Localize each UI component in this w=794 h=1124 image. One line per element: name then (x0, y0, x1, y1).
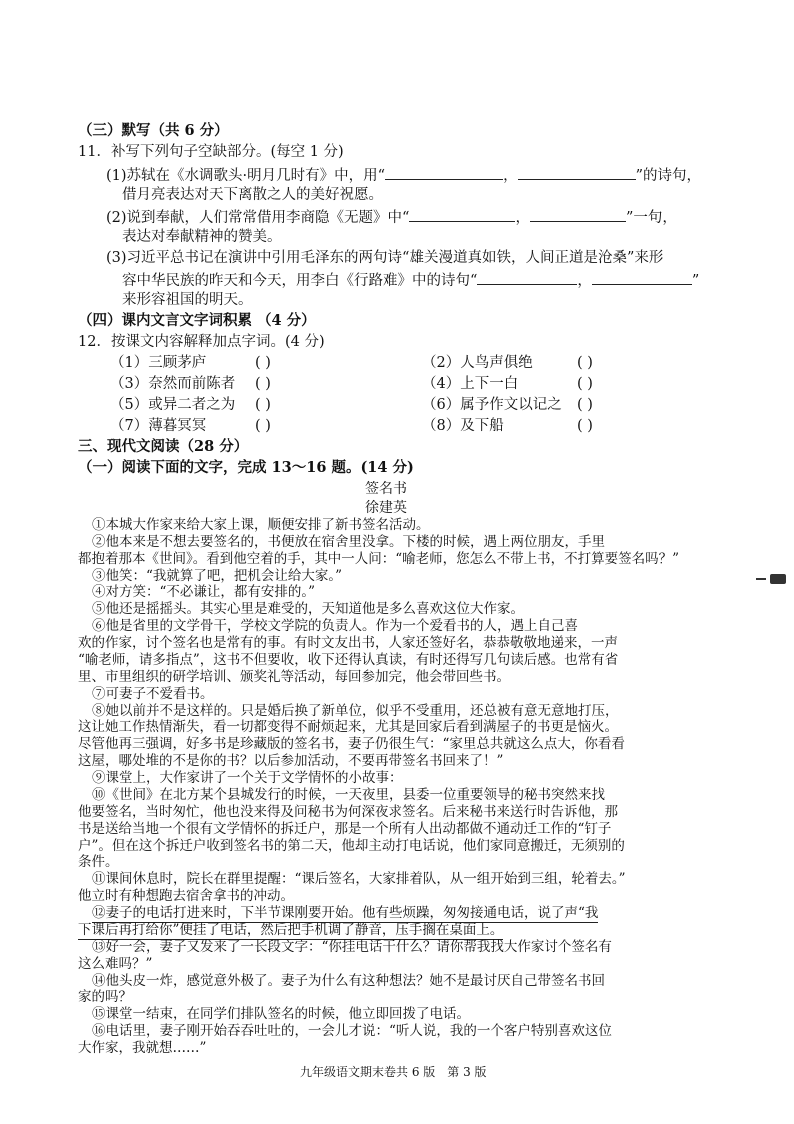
passage-line: ⑤他还是摇摇头。其实心里是难受的，天知道他是多么喜欢这位大作家。 (92, 601, 524, 618)
answer-blank[interactable] (530, 206, 626, 222)
passage-author: 徐建英 (365, 500, 407, 516)
passage-line: 他要签名，当时匆忙，他也没来得及问秘书为何深夜求签名。后来秘书来送行时告诉他，那 (78, 803, 618, 820)
passage-line: 他立时有种想跑去宿舍拿书的冲动。 (78, 888, 294, 905)
passage-line: ⑥他是省里的文学骨干，学校文学院的负责人。作为一个爱看书的人，遇上自己喜 (92, 618, 578, 635)
passage-line: 欢的作家，讨个签名也是常有的事。有时文友出书，人家还签好名，恭恭敬敬地递来，一声 (78, 635, 618, 652)
passage-line: ⑩《世间》在北方某个县城发行的时候，一天夜里，县委一位重要领导的秘书突然来找 (92, 786, 605, 803)
passage-line: 条件。 (78, 854, 119, 871)
q12-answer-2[interactable]: ( ) (577, 355, 593, 371)
passage-line: ⑬好一会，妻子又发来了一长段文字：“你挂电话干什么？请你帮我找大作家讨个签名有 (92, 938, 612, 955)
q11-item-1-text: (1)苏轼在《水调歌头·明月几时有》中，用“ (106, 168, 386, 184)
q11-item-3-line-3: 来形容祖国的明天。 (122, 292, 253, 308)
passage-line: 户”。但在这个拆迁户收到签名书的第二天，他却主动打电话说，他们家同意搬迁，无须别的 (78, 837, 625, 854)
passage-line: ⑮课堂一结束，在同学们排队签名的时候，他立即回拨了电话。 (92, 1006, 470, 1023)
answer-blank[interactable] (409, 206, 515, 222)
q12-item-2: （2）人鸟声俱绝 (422, 355, 533, 371)
passage-line: ⑭他头皮一炸，感觉意外极了。妻子为什么有这种想法？她不是最讨厌自己带签名书回 (92, 972, 605, 989)
q12-item-7: （7）薄暮冥冥 (110, 418, 207, 434)
passage-line: 这让她工作热情渐失，看一切都变得不耐烦起来，尤其是回家后看到满屋子的书更是恼火。 (78, 719, 618, 736)
q12-item-3: （3）奈然而前陈者 (110, 376, 236, 392)
answer-blank[interactable] (592, 269, 692, 285)
q12-answer-7[interactable]: ( ) (255, 418, 271, 434)
question-11: 11．补写下列句子空缺部分。(每空 1 分) (78, 144, 344, 160)
passage-line: 这屋，哪处堆的不是你的书？以后参加活动，不要再带签名书回来了！” (78, 753, 504, 770)
passage-line: 这么难吗？” (78, 955, 153, 972)
answer-blank[interactable] (385, 164, 503, 180)
passage-line: ②他本来是不想去要签名的，书便放在宿舍里没拿。下楼的时候，遇上两位朋友，手里 (92, 533, 605, 550)
section-heading-dictation: （三）默写（共 6 分） (78, 122, 229, 139)
q12-answer-6[interactable]: ( ) (577, 397, 593, 413)
passage-line: ⑪课间休息时，院长在群里提醒：“课后签名，大家排着队，从一组开始到三组，轮着去。” (92, 871, 626, 888)
passage-line: ④对方笑：“不必谦让，都有安排的。” (92, 584, 316, 601)
passage-line-underlined: ⑫妻子的电话打进来时，下半节课刚要开始。他有些烦躁，匆匆接通电话，说了声“我 (92, 905, 599, 922)
q12-item-8: （8）及下船 (422, 418, 504, 434)
q12-item-5: （5）或异二者之为 (110, 397, 236, 413)
passage-line: ⑨课堂上，大作家讲了一个关于文学情怀的小故事： (92, 770, 403, 787)
q12-answer-8[interactable]: ( ) (577, 418, 593, 434)
passage-line: 都抱着那本《世间》。看到他空着的手，其中一人问：“喻老师，您怎么不带上书，不打算要签名吗？” (78, 550, 680, 567)
q12-answer-1[interactable]: ( ) (255, 355, 271, 371)
answer-blank[interactable] (477, 269, 577, 285)
q11-item-1-line-1: (1)苏轼在《水调歌头·明月几时有》中，用“ ， ”的诗句， (106, 164, 701, 186)
passage-line: ⑧她以前并不是这样的。只是婚后换了新单位，似乎不受重用，还总被有意无意地打压， (92, 702, 619, 719)
passage-line-underlined: 下课后再打给你”便挂了电话，然后把手机调了静音，压手搁在桌面上。 (78, 921, 504, 938)
passage-line: 里、市里组织的研学培训、颁奖礼等活动，每回参加完，他会带回些书。 (78, 668, 510, 685)
answer-blank[interactable] (518, 164, 636, 180)
margin-mark (770, 574, 786, 584)
passage-line: 家的吗？ (78, 989, 132, 1006)
part-heading-modern-reading: 三、现代文阅读（28 分） (78, 438, 249, 455)
q11-item-2-text: (2)说到奉献，人们常常借用李商隐《无题》中“ (106, 210, 410, 226)
q11-item-3-line-1: (3)习近平总书记在演讲中引用毛泽东的两句诗“雄关漫道真如铁，人间正道是沧桑”来形 (106, 250, 664, 266)
q12-answer-4[interactable]: ( ) (577, 376, 593, 392)
q12-answer-3[interactable]: ( ) (255, 376, 271, 392)
margin-mark (756, 578, 766, 580)
q11-item-3-line-2: 容中华民族的昨天和今天，用李白《行路难》中的诗句“ ， ” (122, 269, 699, 291)
passage-line: ⑦可妻子不爱看书。 (92, 685, 214, 702)
q11-item-2-line-1: (2)说到奉献，人们常常借用李商隐《无题》中“ ， ”一句， (106, 206, 677, 228)
section-heading-classical-words: （四）课内文言文字词积累 （4 分） (78, 312, 316, 329)
passage-line: 大作家，我就想……” (78, 1040, 207, 1056)
page-footer: 九年级语文期末卷共 6 版 第 3 版 (300, 1065, 487, 1079)
passage-title: 签名书 (365, 481, 407, 497)
passage-line: ③他笑：“我就算了吧，把机会让给大家。” (92, 567, 343, 584)
q11-item-2-line-2: 表达对奉献精神的赞美。 (122, 229, 282, 245)
q12-item-6: （6）属予作文以记之 (422, 397, 562, 413)
passage-line: 书是送给当地一个很有文学情怀的拆迁户，那是一个所有人出动都做不通动迁工作的“钉子 (78, 820, 612, 837)
q12-item-4: （4）上下一白 (422, 376, 519, 392)
q12-item-1: （1）三顾茅庐 (110, 355, 207, 371)
question-12: 12．按课文内容解释加点字词。(4 分) (78, 334, 325, 350)
reading-instructions: （一）阅读下面的文字，完成 13～16 题。(14 分) (78, 459, 414, 476)
q11-item-1-line-2: 借月亮表达对天下离散之人的美好祝愿。 (122, 187, 383, 203)
passage-line: 尽管他再三强调，好多书是珍藏版的签名书，妻子仍很生气：“家里总共就这么点大，你看看 (78, 736, 625, 753)
passage-line: “喻老师，请多指点”，这书不但要收，收下还得认真读，有时还得写几句读后感。也常有省 (78, 651, 619, 668)
q12-answer-5[interactable]: ( ) (255, 397, 271, 413)
passage-line: ⑯电话里，妻子刚开始吞吞吐吐的，一会儿才说：“听人说，我的一个客户特别喜欢这位 (92, 1023, 612, 1040)
passage-line: ①本城大作家来给大家上课，顺便安排了新书签名活动。 (92, 517, 430, 533)
